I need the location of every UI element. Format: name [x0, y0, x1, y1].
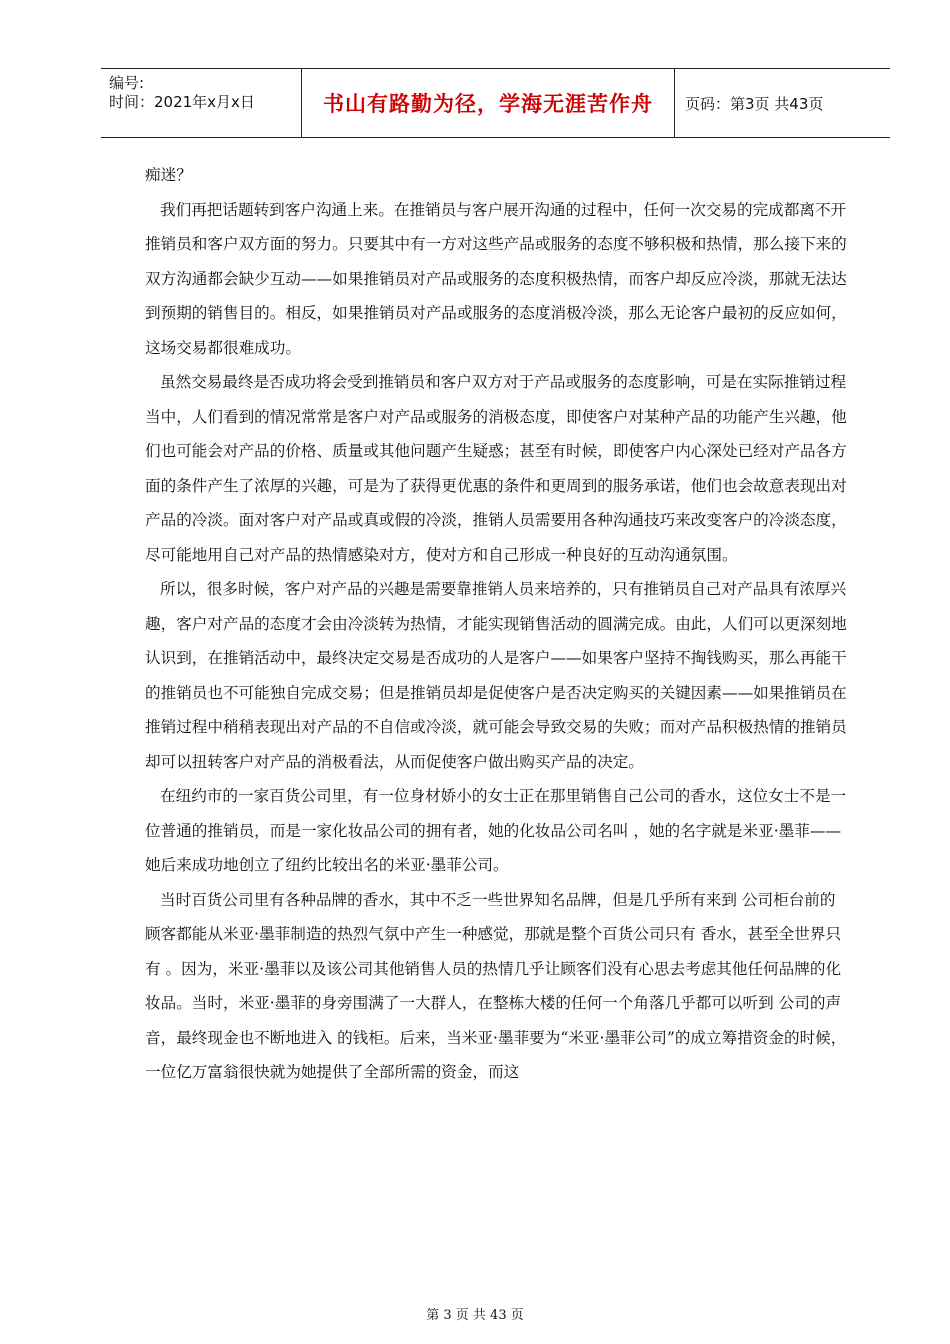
paragraph: 我们再把话题转到客户沟通上来。在推销员与客户展开沟通的过程中，任何一次交易的完成都离不开推销员和客户双方面的努力。只要其中有一方对这些产品或服务的态度不够积极和热情，那么接下来的双方沟通都会缺少互动——如果推销员对产品或服务的态度积极热情，而客户却反应冷淡，那就无法达到预期的销售目的。相反，如果推销员对产品或服务的态度消极冷淡，那么无论客户最初的反应如何，这场交易都很难成功。 — [145, 200, 847, 357]
paragraph: 在纽约市的一家百货公司里，有一位身材娇小的女士正在那里销售自己公司的香水，这位女士不是一位普通的推销员，而是一家化妆品公司的拥有者，她的化妆品公司名叫 ，她的名字就是米亚·墨菲——她后来成功地创立了纽约比较出名的米亚·墨菲公司。 — [145, 787, 847, 874]
paragraph: 虽然交易最终是否成功将会受到推销员和客户双方对于产品或服务的态度影响，可是在实际推销过程当中，人们看到的情况常常是客户对产品或服务的消极态度，即使客户对某种产品的功能产生兴趣，他们也可能会对产品的价格、质量或其他问题产生疑惑；甚至有时候，即使客户内心深处已经对产品各方面的条件产生了浓厚的兴趣，可是为了获得更优惠的条件和更周到的服务承诺，他们也会故意表现出对产品的冷淡。面对客户对产品或真或假的冷淡，推销人员需要用各种沟通技巧来改变客户的冷淡态度，尽可能地用自己对产品的热情感染对方，使对方和自己形成一种良好的互动沟通氛围。 — [145, 373, 847, 564]
paragraph: 所以，很多时候，客户对产品的兴趣是需要靠推销人员来培养的，只有推销员自己对产品具有浓厚兴趣，客户对产品的态度才会由冷淡转为热情，才能实现销售活动的圆满完成。由此，人们可以更深刻地认识到，在推销活动中，最终决定交易是否成功的人是客户——如果客户坚持不掏钱购买，那么再能干的推销员也不可能独自完成交易；但是推销员却是促使客户是否决定购买的关键因素——如果推销员在推销过程中稍稍表现出对产品的不自信或冷淡，就可能会导致交易的失败；而对产品积极热情的推销员却可以扭转客户对产品的消极看法，从而促使客户做出购买产品的决定。 — [145, 580, 847, 771]
header-info-cell — [101, 69, 302, 137]
paragraph: 当时百货公司里有各种品牌的香水，其中不乏一些世界知名品牌，但是几乎所有来到 公司柜台前的顾客都能从米亚·墨菲制造的热烈气氛中产生一种感觉，那就是整个百货公司只有 香水，甚至全世界只有 。因为，米亚·墨菲以及该公司其他销售人员的热情几乎让顾客们没有心思去考虑其他任何品牌的化妆品。当时，米亚·墨菲的身旁围满了一大群人，在整栋大楼的任何一个角落几乎都可以听到 公司的声音，最终现金也不断地进入 的钱柜。后来，当米亚·墨菲要为“米亚·墨菲公司”的成立筹措资金的时候，一位亿万富翁很快就为她提供了全部所需的资金，而这 — [145, 890, 847, 1081]
header-table — [101, 68, 890, 138]
header-motto: 书山有路勤为径，学海无涯苦作舟 — [302, 69, 675, 137]
paragraph: 痴迷？ — [145, 166, 192, 184]
page-footer: 第 3 页 共 43 页 — [426, 1308, 524, 1323]
document-time-label: 时间：2021年x月x日 — [109, 93, 255, 111]
header-page-label: 页码：第3页 共43页 — [685, 94, 824, 113]
document-body — [145, 158, 850, 1090]
document-number-label: 编号: — [109, 74, 145, 92]
